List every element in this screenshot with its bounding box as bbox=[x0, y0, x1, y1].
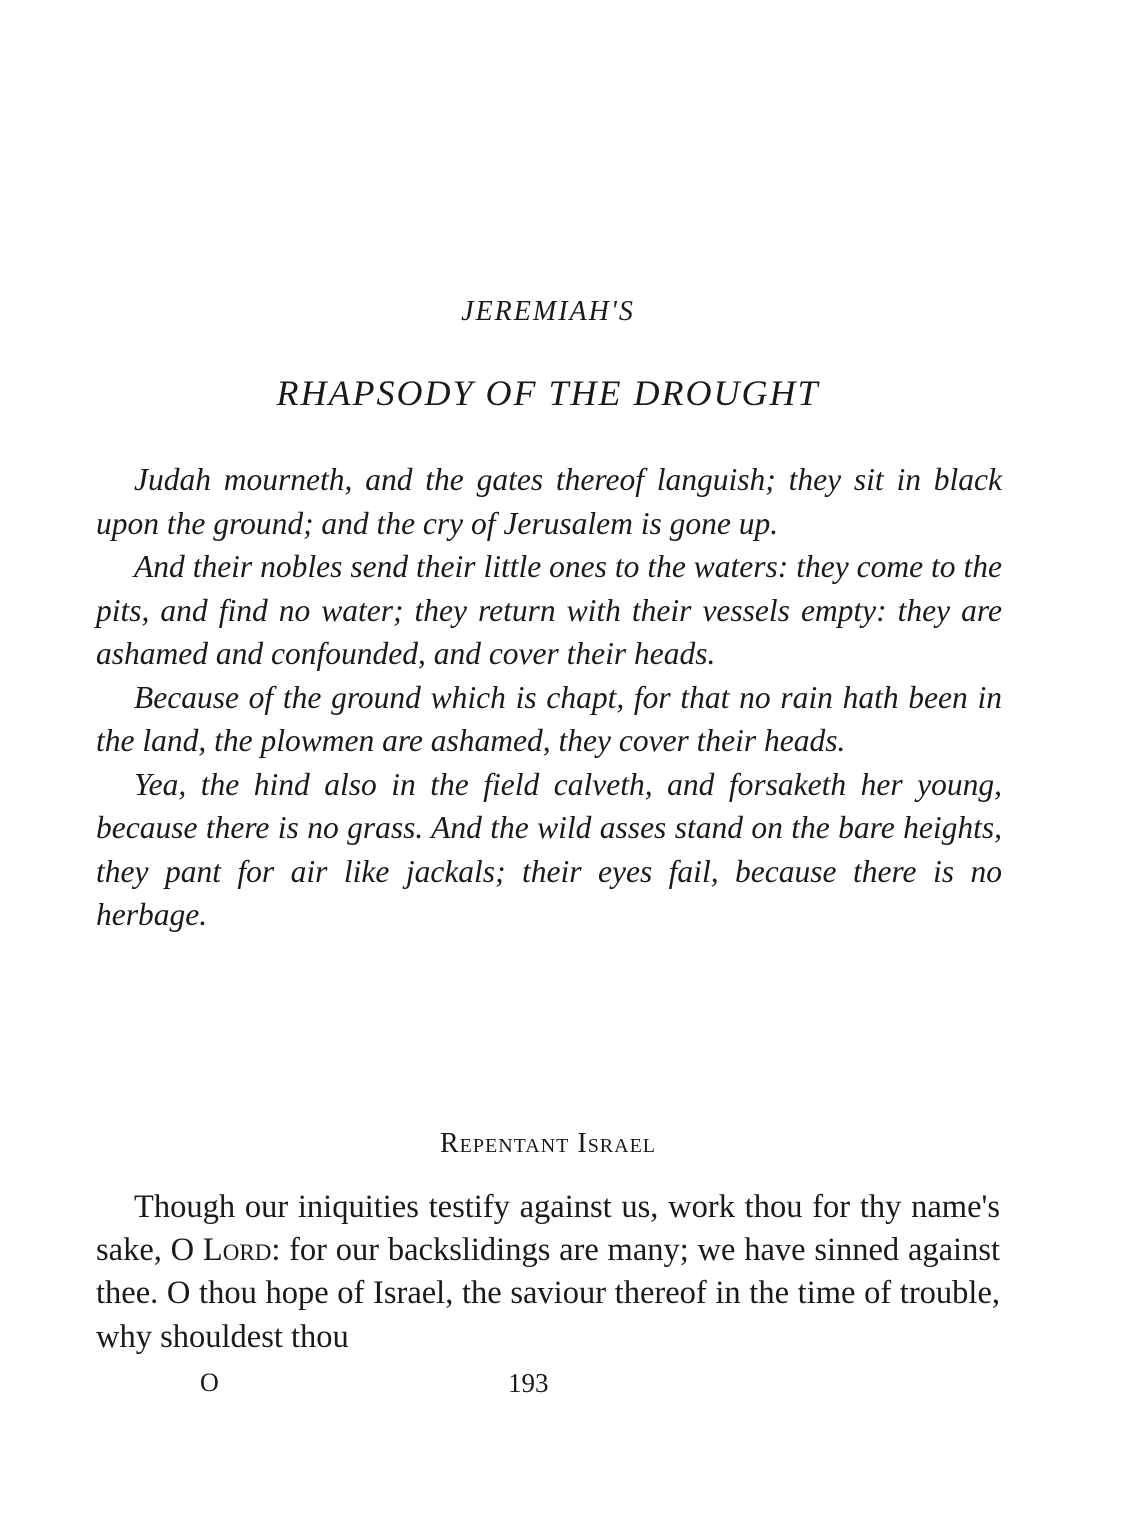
poem-body bbox=[96, 458, 1002, 937]
prose-text-after: : for our backslidings are many; we have sinned against thee. O thou hope of Israel, the saviour thereof in the time of trouble, why shouldest thou bbox=[96, 1232, 1001, 1355]
prose-text-before: Though our iniquities testify against us, work thou for thy name's sake, O bbox=[96, 1189, 1000, 1269]
signature-mark: O bbox=[200, 1368, 219, 1397]
prose-lord: Lord bbox=[202, 1232, 272, 1269]
poem-paragraph-4: Yea, the hind also in the field calveth, and forsaketh her young, because there is no grass. And the wild asses stand on the bare heights, they pant for air like jackals; their eyes fail, because there is no herbage. bbox=[96, 766, 1002, 932]
poem-paragraph-3: Because of the ground which is chapt, for that no rain hath been in the land, the plowmen are ashamed, they cover their heads. bbox=[96, 679, 1002, 758]
poem-paragraph-1: Judah mourneth, and the gates thereof languish; they sit in black upon the ground; and the cry of Jerusalem is gone up. bbox=[96, 462, 1002, 541]
title-line-2: RHAPSODY OF THE DROUGHT bbox=[276, 373, 820, 413]
title-line-1: JEREMIAH'S bbox=[461, 296, 635, 327]
page-number: 193 bbox=[508, 1368, 549, 1398]
section-heading: Repentant Israel bbox=[439, 1128, 657, 1159]
prose-paragraph bbox=[96, 1186, 1000, 1359]
poem-paragraph-2: And their nobles send their little ones to the waters: they come to the pits, and find no water; they return with their vessels empty: they are ashamed and confounded, and cover their heads. bbox=[96, 549, 1002, 671]
